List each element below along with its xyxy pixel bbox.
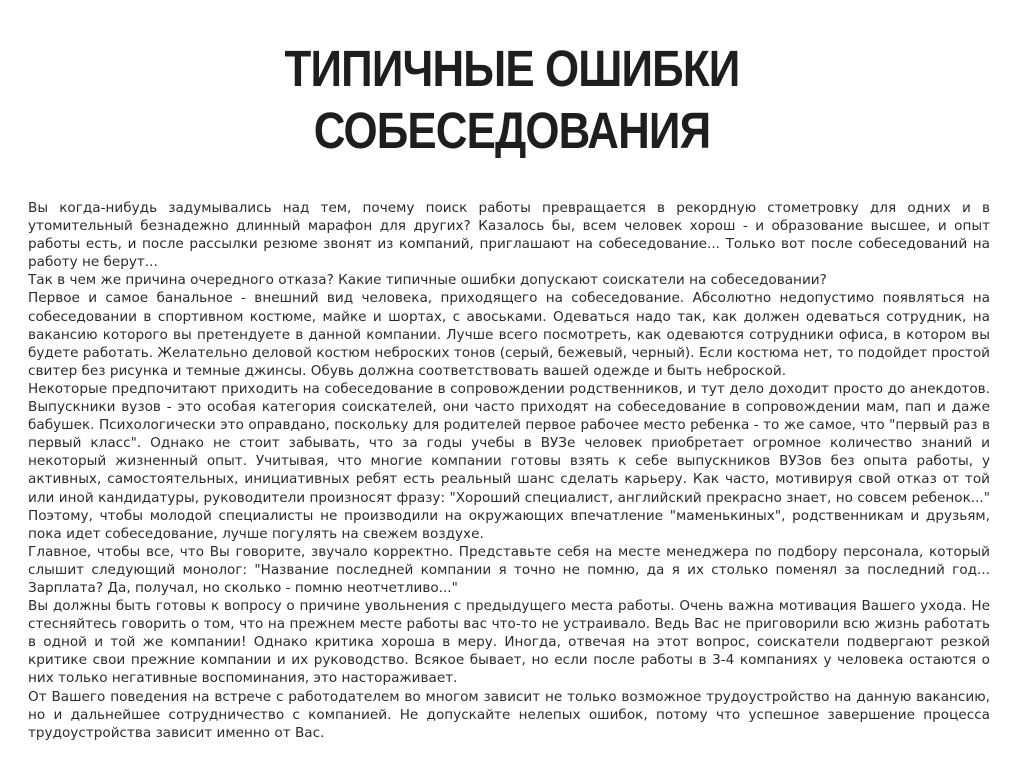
slide-title: [72, 38, 953, 162]
paragraph-conclusion: От Вашего поведения на встрече с работодателем во многом зависит не только возможное трудоустройство на данную вакансию, но и дальнейшее сотрудничество с компанией. Не допускайте нелепых ошибок, потому что успешное завершение процесса трудоустройства зависит именно от Вас.: [28, 688, 990, 741]
paragraph-appearance: Первое и самое банальное - внешний вид человека, приходящего на собеседование. Абсолютно недопустимо появляться на собеседовании в спортивном костюме, майке и шортах, с авоськами. Одеваться надо так, как должен одеваться сотрудник, на вакансию которого вы претендуете в данной компании. Лучше всего посмотреть, как одеваются сотрудники офиса, в котором вы будете работать. Желательно деловой костюм неброских тонов (серый, бежевый, черный). Если костюма нет, то подойдет простой свитер без рисунка и темные джинсы. Обувь должна соответствовать вашей одежде и быть неброской.: [28, 290, 990, 379]
slide-title-line-2: СОБЕСЕДОВАНИЯ: [313, 102, 711, 159]
paragraph-question: Так в чем же причина очередного отказа? Какие типичные ошибки допускают соискатели на собеседовании?: [28, 272, 827, 289]
paragraph-speech: Главное, чтобы все, что Вы говорите, звучало корректно. Представьте себя на месте менеджера по подбору персонала, который слышит следующий монолог: "Название последней компании я точно не помню, да я их столько поменял за последний год... Зарплата? Да, получал, но сколько - помню неотчетливо...": [28, 543, 990, 596]
paragraph-dismissal: Вы должны быть готовы к вопросу о причине увольнения с предыдущего места работы. Очень важна мотивация Вашего ухода. Не стесняйтесь говорить о том, что на прежнем месте работы вас что-то не устраивало. Ведь Вас не приговорили всю жизнь работать в одной и той же компании! Однако критика хороша в меру. Иногда, отвечая на этот вопрос, соискатели подвергают резкой критике свои прежние компании и их руководство. Всякое бывает, но если после работы в 3-4 компаниях у человека остаются о них только негативные воспоминания, это настораживает.: [28, 598, 990, 687]
slide-body: [28, 199, 990, 742]
paragraph-intro: Вы когда-нибудь задумывались над тем, почему поиск работы превращается в рекордную стометровку для одних и в утомительный безнадежно длинный марафон для других? Казалось бы, всем человек хорош - и образование высшее, и опыт работы есть, и после рассылки резюме звонят из компаний, приглашают на собеседование... Только вот после собеседований на работу не берут...: [28, 200, 990, 271]
slide-title-line-1: ТИПИЧНЫЕ ОШИБКИ: [284, 40, 740, 97]
paragraph-relatives: Некоторые предпочитают приходить на собеседование в сопровождении родственников, и тут дело доходит просто до анекдотов. Выпускники вузов - это особая категория соискателей, они часто приходят на собеседование в сопровождении мам, пап и даже бабушек. Психологически это оправдано, поскольку для родителей первое рабочее место ребенка - то же самое, что "первый раз в первый класс". Однако не стоит забывать, что за годы учебы в ВУЗе человек приобретает огромное количество знаний и некоторый жизненный опыт. Учитывая, что многие компании готовы взять к себе выпускников ВУЗов без опыта работы, у активных, самостоятельных, инициативных ребят есть реальный шанс сделать карьеру. Как часто, мотивируя свой отказ от той или иной кандидатуры, руководители произносят фразу: "Хороший специалист, английский прекрасно знает, но совсем ребенок..." Поэтому, чтобы молодой специалисты не производили на окружающих впечатление "маменькиных", родственникам и друзьям, пока идет собеседование, лучше погулять на свежем воздухе.: [28, 380, 990, 542]
